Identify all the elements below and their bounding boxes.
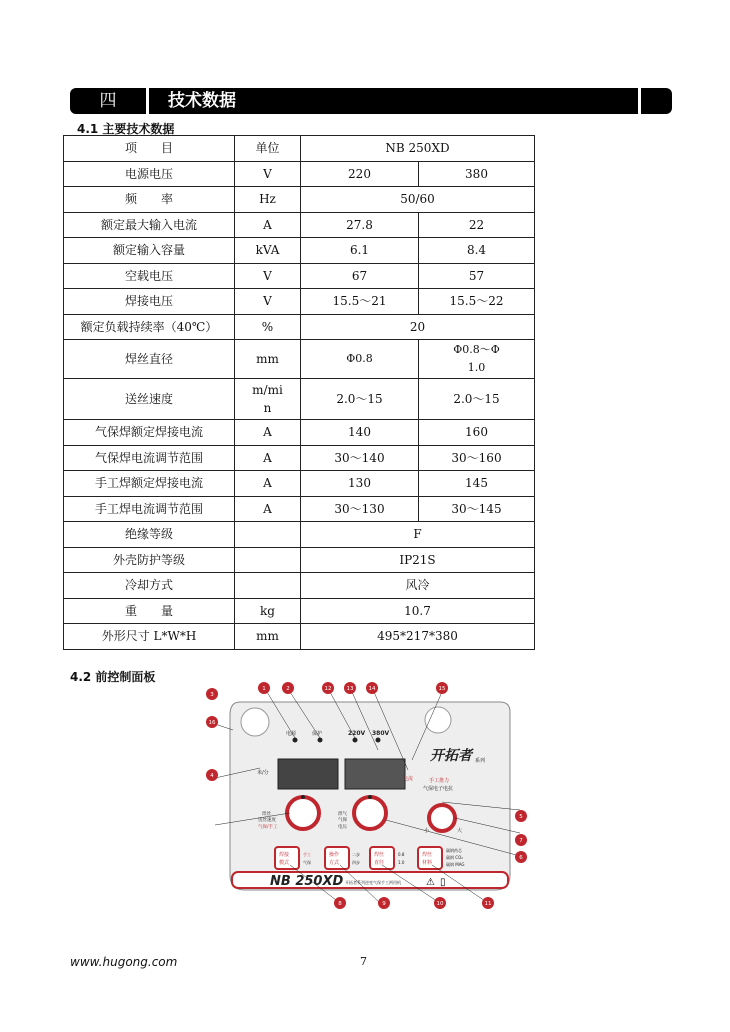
callout-label: 5 bbox=[519, 814, 523, 820]
table-row bbox=[64, 445, 535, 471]
manual-icon: ▯ bbox=[440, 877, 446, 888]
cell-value: 10.7 bbox=[301, 598, 535, 624]
btn1-label-2: 模式 bbox=[279, 860, 290, 866]
label-series: 系列 bbox=[475, 758, 486, 764]
label-power: 电源 bbox=[286, 731, 297, 737]
callout-7 bbox=[515, 834, 527, 846]
front-panel-diagram bbox=[200, 680, 523, 915]
chapter-number: 四 bbox=[99, 91, 117, 111]
knob-indicator-right bbox=[368, 795, 372, 799]
cell-unit: A bbox=[235, 445, 301, 471]
cell-value: 30～160 bbox=[419, 445, 535, 471]
cell-unit: V bbox=[235, 161, 301, 187]
label-m-per-min: 米/分 bbox=[257, 770, 269, 776]
callout-label: 6 bbox=[519, 855, 523, 861]
cell-unit: mm bbox=[235, 340, 301, 379]
led-protect bbox=[318, 738, 323, 743]
btn4-opt-3: 碳钢 MAG bbox=[446, 862, 465, 867]
callout-13 bbox=[344, 682, 356, 694]
cell-unit bbox=[235, 573, 301, 599]
callout-14 bbox=[366, 682, 378, 694]
led-power bbox=[293, 738, 298, 743]
cell-item: 绝缘等级 bbox=[64, 522, 235, 548]
cell-item: 冷却方式 bbox=[64, 573, 235, 599]
cell-unit-line: n bbox=[263, 401, 272, 415]
callout-label: 9 bbox=[382, 901, 386, 907]
callout-9 bbox=[378, 897, 390, 909]
callout-1 bbox=[258, 682, 270, 694]
cell-unit-line: m/mi bbox=[252, 383, 283, 397]
label-model: NB 250XD bbox=[270, 874, 344, 889]
table-row bbox=[64, 471, 535, 497]
btn3-label-1: 焊丝 bbox=[374, 852, 385, 858]
cell-value-line: 1.0 bbox=[467, 361, 486, 374]
led-380v bbox=[376, 738, 381, 743]
callout-11 bbox=[482, 897, 494, 909]
knob-indicator-left bbox=[301, 795, 305, 799]
chapter-title: 技术数据 bbox=[168, 91, 236, 111]
btn2-opt-2: 四步 bbox=[352, 860, 360, 865]
callout-label: 16 bbox=[208, 720, 216, 726]
cell-item: 外壳防护等级 bbox=[64, 547, 235, 573]
cell-value: Φ0.8 bbox=[301, 340, 419, 379]
cell-value: 380 bbox=[419, 161, 535, 187]
display-left bbox=[278, 759, 338, 789]
btn2-opt-1: 二步 bbox=[352, 852, 360, 857]
label-protect: 保护 bbox=[312, 731, 323, 737]
callout-label: 10 bbox=[436, 901, 444, 907]
btn2-label-1: 操作 bbox=[329, 852, 340, 858]
cell-value: 22 bbox=[419, 212, 535, 238]
cell-value: 15.5～22 bbox=[419, 289, 535, 315]
label-gas-elec: 气保电子电抗 bbox=[423, 786, 454, 792]
cell-item: 外形尺寸 L*W*H bbox=[64, 624, 235, 650]
callout-15 bbox=[436, 682, 448, 694]
cell-value: 30～145 bbox=[419, 496, 535, 522]
cell-unit: % bbox=[235, 314, 301, 340]
btn3-opt-1: 0.8 bbox=[398, 852, 405, 857]
btn4-opt-1: 碳钢药芯 bbox=[446, 848, 462, 853]
cell-item: 重 量 bbox=[64, 598, 235, 624]
cell-item: 空载电压 bbox=[64, 263, 235, 289]
btn4-label-1: 焊丝 bbox=[422, 852, 433, 858]
table-header-row bbox=[64, 136, 535, 162]
callout-8 bbox=[334, 897, 346, 909]
label-220v: 220V bbox=[348, 730, 366, 737]
callout-10 bbox=[434, 897, 446, 909]
cell-value: 风冷 bbox=[301, 573, 535, 599]
table-row bbox=[64, 547, 535, 573]
cell-unit bbox=[235, 547, 301, 573]
display-right bbox=[345, 759, 405, 789]
callout-12 bbox=[322, 682, 334, 694]
cell-item: 频 率 bbox=[64, 187, 235, 213]
inductance-knob bbox=[429, 805, 455, 831]
callout-3 bbox=[206, 688, 218, 700]
btn4-label-2: 材料 bbox=[422, 860, 433, 866]
callout-label: 2 bbox=[286, 686, 290, 692]
header-unit: 单位 bbox=[235, 136, 301, 162]
cell-item: 送丝速度 bbox=[64, 379, 235, 420]
cell-item: 焊接电压 bbox=[64, 289, 235, 315]
callout-label: 14 bbox=[368, 686, 376, 692]
label-manual-thrust: 手工推力 bbox=[429, 778, 450, 784]
cell-item: 焊丝直径 bbox=[64, 340, 235, 379]
label-right-knob-2: 气保 bbox=[338, 818, 347, 823]
section-title-panel: 4.2 前控制面板 bbox=[70, 670, 156, 684]
cell-value: 8.4 bbox=[419, 238, 535, 264]
cell-value: 130 bbox=[301, 471, 419, 497]
cell-value: 27.8 bbox=[301, 212, 419, 238]
cell-value: 220 bbox=[301, 161, 419, 187]
label-brand: 开拓者 bbox=[430, 748, 472, 764]
cell-item: 气保焊电流调节范围 bbox=[64, 445, 235, 471]
btn3-opt-2: 1.0 bbox=[398, 860, 405, 865]
table-row bbox=[64, 289, 535, 315]
cell-value: 160 bbox=[419, 420, 535, 446]
callout-label: 8 bbox=[338, 901, 342, 907]
label-small: 小 bbox=[424, 828, 430, 834]
cell-value: 30～140 bbox=[301, 445, 419, 471]
table-row bbox=[64, 379, 535, 420]
header-model: NB 250XD bbox=[301, 136, 535, 162]
header-item: 项 目 bbox=[64, 136, 235, 162]
label-left-knob-3: 气保/手工 bbox=[258, 825, 278, 830]
cell-unit: Hz bbox=[235, 187, 301, 213]
table-row bbox=[64, 212, 535, 238]
callout-4 bbox=[206, 769, 218, 781]
mount-hole-left bbox=[241, 708, 269, 736]
callout-label: 1 bbox=[262, 686, 266, 692]
cell-unit: kVA bbox=[235, 238, 301, 264]
table-row bbox=[64, 624, 535, 650]
table-row bbox=[64, 420, 535, 446]
cell-value: 30～130 bbox=[301, 496, 419, 522]
callout-label: 7 bbox=[519, 838, 523, 844]
cell-value-line: Φ0.8～Φ bbox=[453, 343, 500, 356]
led-220v bbox=[353, 738, 358, 743]
btn2-label-2: 方式 bbox=[329, 860, 340, 866]
label-subtitle: 开拓者系列逆变气保手工两用机 bbox=[345, 880, 401, 885]
cell-item: 电源电压 bbox=[64, 161, 235, 187]
table-row bbox=[64, 314, 535, 340]
cell-value: 20 bbox=[301, 314, 535, 340]
table-row bbox=[64, 598, 535, 624]
callout-label: 11 bbox=[484, 901, 492, 907]
btn3-label-2: 直径 bbox=[374, 860, 385, 866]
mount-hole-right bbox=[425, 707, 451, 733]
cell-unit: A bbox=[235, 212, 301, 238]
callout-label: 15 bbox=[438, 686, 446, 692]
cell-unit: V bbox=[235, 289, 301, 315]
footer-url[interactable]: www.hugong.com bbox=[70, 955, 178, 969]
cell-item: 额定输入容量 bbox=[64, 238, 235, 264]
chapter-header bbox=[70, 88, 670, 114]
cell-value: 145 bbox=[419, 471, 535, 497]
callout-label: 13 bbox=[346, 686, 354, 692]
warning-icon: ⚠ bbox=[426, 877, 435, 888]
cell-value: 15.5～21 bbox=[301, 289, 419, 315]
table-row bbox=[64, 522, 535, 548]
cell-value: 2.0～15 bbox=[419, 379, 535, 420]
table-row bbox=[64, 573, 535, 599]
table-row bbox=[64, 340, 535, 379]
cell-unit bbox=[235, 522, 301, 548]
header-block-right bbox=[641, 88, 672, 114]
callout-label: 12 bbox=[324, 686, 332, 692]
label-380v: 380V bbox=[372, 730, 390, 737]
cell-value: 57 bbox=[419, 263, 535, 289]
left-knob bbox=[287, 797, 319, 829]
label-current: 电流 bbox=[403, 776, 414, 782]
cell-value: 140 bbox=[301, 420, 419, 446]
cell-unit: V bbox=[235, 263, 301, 289]
callout-5 bbox=[515, 810, 527, 822]
btn1-label-1: 焊接 bbox=[279, 852, 290, 858]
cell-value: IP21S bbox=[301, 547, 535, 573]
callout-label: 4 bbox=[210, 773, 214, 779]
table-row bbox=[64, 161, 535, 187]
cell-value: 2.0～15 bbox=[301, 379, 419, 420]
section-title-specs: 4.1 主要技术数据 bbox=[77, 122, 175, 136]
cell-item: 手工焊额定焊接电流 bbox=[64, 471, 235, 497]
callout-6 bbox=[515, 851, 527, 863]
cell-unit: A bbox=[235, 471, 301, 497]
callout-2 bbox=[282, 682, 294, 694]
table-row bbox=[64, 238, 535, 264]
label-left-knob-2: 送丝速度 bbox=[258, 818, 276, 823]
cell-value: F bbox=[301, 522, 535, 548]
callout-label: 3 bbox=[210, 692, 214, 698]
cell-value: 495*217*380 bbox=[301, 624, 535, 650]
page-number: 7 bbox=[360, 955, 367, 968]
cell-value: 50/60 bbox=[301, 187, 535, 213]
cell-unit: A bbox=[235, 496, 301, 522]
callout-16 bbox=[206, 716, 218, 728]
label-left-knob-1: 焊丝 bbox=[262, 812, 271, 817]
label-big: 大 bbox=[457, 828, 463, 834]
cell-item: 额定负载持续率（40℃） bbox=[64, 314, 235, 340]
right-knob bbox=[354, 797, 386, 829]
btn4-opt-2: 碳钢 CO₂ bbox=[446, 855, 463, 860]
cell-value: 6.1 bbox=[301, 238, 419, 264]
btn1-opt-2: 气保 bbox=[303, 860, 311, 865]
cell-item: 气保焊额定焊接电流 bbox=[64, 420, 235, 446]
table-row bbox=[64, 263, 535, 289]
btn1-opt-1: 手工 bbox=[303, 852, 311, 857]
label-right-knob-3: 电压 bbox=[338, 825, 347, 830]
cell-unit bbox=[235, 379, 301, 420]
cell-value bbox=[419, 340, 535, 379]
label-right-knob-1: 焊气 bbox=[338, 812, 347, 817]
spec-table bbox=[63, 135, 535, 650]
cell-value: 67 bbox=[301, 263, 419, 289]
cell-unit: A bbox=[235, 420, 301, 446]
table-row bbox=[64, 496, 535, 522]
cell-unit: mm bbox=[235, 624, 301, 650]
cell-unit: kg bbox=[235, 598, 301, 624]
cell-item: 额定最大输入电流 bbox=[64, 212, 235, 238]
cell-item: 手工焊电流调节范围 bbox=[64, 496, 235, 522]
table-row bbox=[64, 187, 535, 213]
